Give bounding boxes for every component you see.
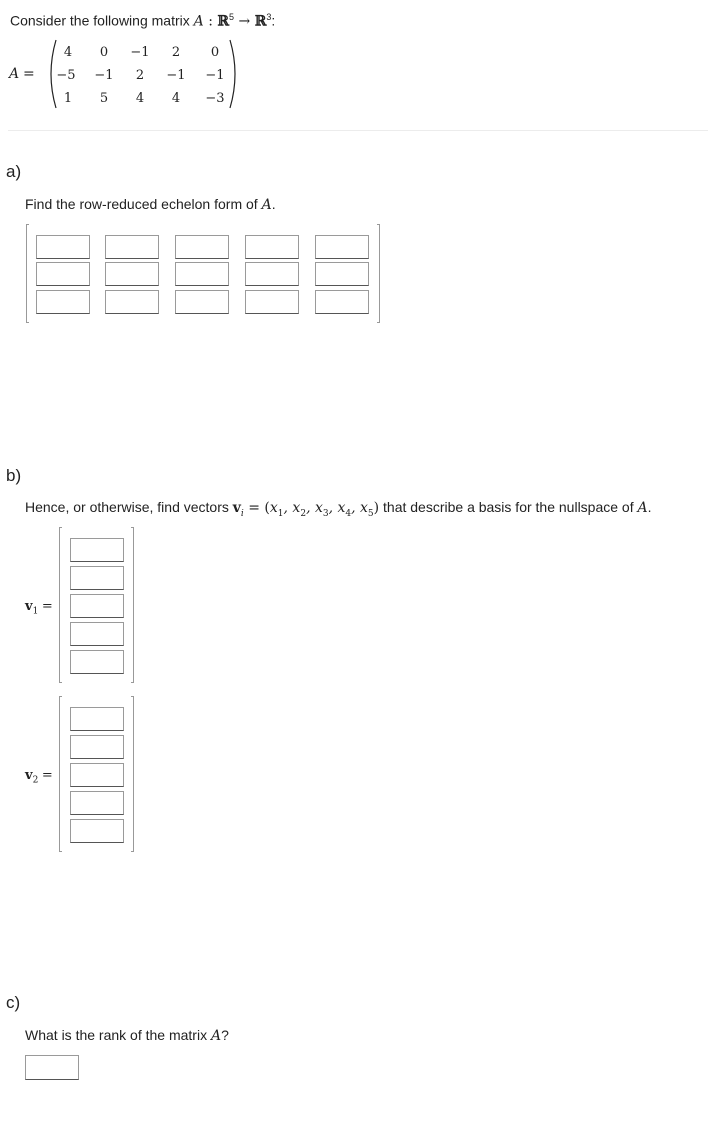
v2-equals: = bbox=[41, 768, 53, 783]
v2-input[interactable] bbox=[70, 763, 124, 787]
rref-input[interactable] bbox=[175, 235, 229, 259]
v1-input[interactable] bbox=[70, 594, 124, 618]
v1-input[interactable] bbox=[70, 650, 124, 674]
rref-left-bracket bbox=[26, 224, 29, 323]
matrix-cell: −5 bbox=[56, 68, 76, 83]
v2-input[interactable] bbox=[70, 735, 124, 759]
matrix-cell: −1 bbox=[130, 45, 150, 60]
v1-symbol: v bbox=[25, 599, 33, 614]
v2-right-bracket bbox=[131, 696, 134, 852]
part-c-prompt-end: ? bbox=[221, 1027, 229, 1043]
v2-input[interactable] bbox=[70, 819, 124, 843]
rref-input[interactable] bbox=[245, 290, 299, 314]
matrix-cell: 0 bbox=[210, 45, 220, 60]
v2-symbol: v bbox=[25, 768, 33, 783]
part-b-close: ) bbox=[373, 500, 380, 516]
v2-left-bracket bbox=[59, 696, 62, 852]
intro-domain: ℝ bbox=[217, 13, 230, 30]
matrix-cell: −1 bbox=[94, 68, 114, 83]
rref-input[interactable] bbox=[105, 290, 159, 314]
part-a-label: a) bbox=[6, 162, 22, 181]
rref-input[interactable] bbox=[315, 262, 369, 286]
v2-label bbox=[25, 767, 53, 786]
part-b-label: b) bbox=[6, 466, 22, 485]
section-divider bbox=[8, 130, 708, 131]
matrix-cell: 2 bbox=[135, 68, 145, 83]
v1-label bbox=[25, 598, 53, 617]
part-a-prompt-end: . bbox=[271, 196, 276, 212]
intro-prefix: Consider the following matrix bbox=[10, 12, 194, 29]
matrix-cell: 4 bbox=[135, 91, 145, 106]
part-b-comp: x bbox=[269, 500, 278, 516]
v1-input[interactable] bbox=[70, 622, 124, 646]
part-b-comp: , x bbox=[306, 500, 323, 516]
part-c-prompt-text: What is the rank of the matrix bbox=[25, 1027, 211, 1043]
intro-matrix-symbol: A bbox=[193, 13, 204, 30]
matrix-cell: 4 bbox=[171, 91, 181, 106]
v1-sub: 1 bbox=[32, 606, 39, 617]
matrix-right-paren bbox=[228, 38, 242, 110]
v2-sub: 2 bbox=[32, 775, 39, 786]
intro-text bbox=[10, 12, 275, 30]
part-b-symbol: A bbox=[637, 500, 648, 516]
v1-left-bracket bbox=[59, 527, 62, 683]
part-c-prompt bbox=[25, 1027, 229, 1044]
rref-input[interactable] bbox=[315, 235, 369, 259]
rref-input[interactable] bbox=[105, 262, 159, 286]
rref-input[interactable] bbox=[245, 262, 299, 286]
rref-input[interactable] bbox=[175, 262, 229, 286]
v2-input[interactable] bbox=[70, 707, 124, 731]
part-b-comp-sub: 1 bbox=[277, 508, 284, 519]
rank-input[interactable] bbox=[25, 1055, 79, 1080]
v1-input[interactable] bbox=[70, 566, 124, 590]
rref-input[interactable] bbox=[36, 262, 90, 286]
part-b-comp: , x bbox=[283, 500, 301, 516]
rref-input[interactable] bbox=[105, 235, 159, 259]
matrix-cell: 0 bbox=[99, 45, 109, 60]
part-b-comp-sub: 5 bbox=[367, 508, 374, 519]
intro-arrow: → bbox=[234, 13, 255, 30]
matrix-equals: = bbox=[23, 66, 35, 82]
part-a-prompt-text: Find the row-reduced echelon form of bbox=[25, 196, 262, 212]
rref-input[interactable] bbox=[36, 290, 90, 314]
part-a-symbol: A bbox=[261, 197, 272, 213]
rref-input[interactable] bbox=[315, 290, 369, 314]
matrix-cell: 1 bbox=[63, 91, 73, 106]
v1-right-bracket bbox=[131, 527, 134, 683]
part-b-vec-sub: i bbox=[240, 508, 244, 519]
rref-input[interactable] bbox=[36, 235, 90, 259]
part-b-prompt-start: Hence, or otherwise, find vectors bbox=[25, 499, 233, 515]
rref-input[interactable] bbox=[175, 290, 229, 314]
part-b-comp-sub: 3 bbox=[322, 508, 329, 519]
part-b-prompt bbox=[25, 499, 652, 519]
part-b-period: . bbox=[647, 499, 652, 515]
part-b-comp-sub: 4 bbox=[345, 508, 352, 519]
rref-right-bracket bbox=[377, 224, 380, 323]
part-c-symbol: A bbox=[210, 1028, 222, 1044]
rref-input[interactable] bbox=[245, 235, 299, 259]
intro-codomain: ℝ bbox=[254, 13, 267, 30]
intro-suffix: : bbox=[271, 12, 276, 29]
intro-codomain-exp: 3 bbox=[266, 12, 272, 22]
part-b-comp-sub: 2 bbox=[300, 508, 307, 519]
matrix-cell: −1 bbox=[166, 68, 186, 83]
matrix-cell: 4 bbox=[63, 45, 73, 60]
part-b-vec-symbol: v bbox=[232, 500, 241, 516]
part-b-comp: , x bbox=[328, 500, 346, 516]
v2-input[interactable] bbox=[70, 791, 124, 815]
matrix-cell: 2 bbox=[171, 45, 181, 60]
part-c-label: c) bbox=[6, 993, 21, 1012]
matrix-cell: 5 bbox=[99, 91, 109, 106]
v1-equals: = bbox=[41, 599, 53, 614]
part-b-equals: = ( bbox=[243, 500, 270, 516]
intro-colon: : bbox=[203, 13, 218, 30]
v1-input[interactable] bbox=[70, 538, 124, 562]
part-b-comp: , x bbox=[351, 500, 368, 516]
part-b-prompt-end: that describe a basis for the nullspace of bbox=[379, 499, 638, 515]
matrix-cell: −3 bbox=[205, 91, 225, 106]
matrix-label: A bbox=[9, 66, 20, 82]
intro-domain-exp: 5 bbox=[229, 12, 235, 22]
matrix-cell: −1 bbox=[205, 68, 225, 83]
part-a-prompt bbox=[25, 196, 276, 213]
